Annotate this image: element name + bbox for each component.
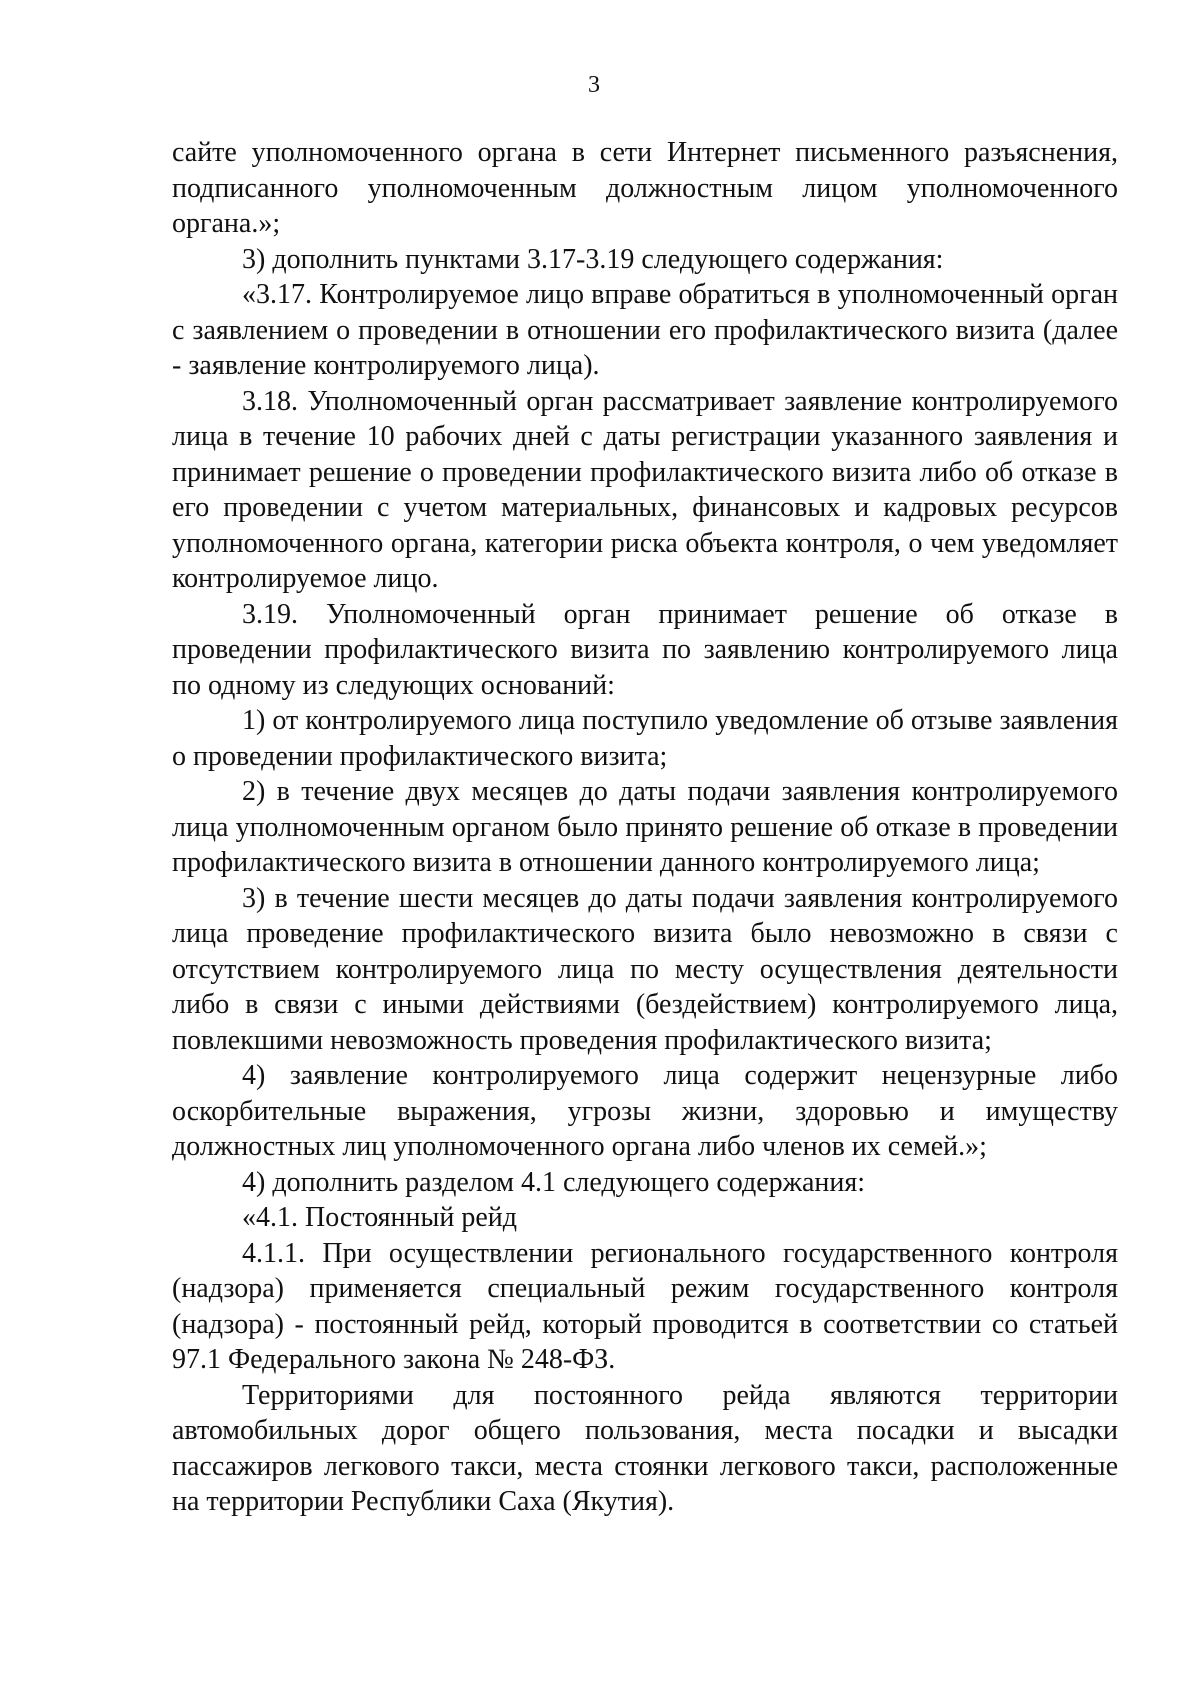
paragraph-3-19: 3.19. Уполномоченный орган принимает решение об отказе в проведении профилактического визита по заявлению контролируемого лица по одному из следующих оснований:: [172, 598, 1118, 701]
paragraph-3-18: 3.18. Уполномоченный орган рассматривает заявление контролируемого лица в течение 10 рабочих дней с даты регистрации указанного заявления и принимает решение о проведении профилактического визита либо об отказе в его проведении с учетом материальных, финансовых и кадровых ресурсов уполномоченного органа, категории риска объекта контроля, о чем уведомляет контролируемое лицо.: [172, 385, 1118, 594]
paragraph-3-19-item-2: 2) в течение двух месяцев до даты подачи заявления контролируемого лица уполномоченным органом было принято решение об отказе в проведении профилактического визита в отношении данного контролируемого лица;: [172, 776, 1118, 878]
paragraph-continuation: сайте уполномоченного органа в сети Интернет письменного разъяснения, подписанного уполномоченным должностным лицом уполномоченного органа.»;: [172, 137, 1118, 239]
paragraph-3-19-item-4: 4) заявление контролируемого лица содержит нецензурные либо оскорбительные выражения, угрозы жизни, здоровью и имуществу должностных лиц уполномоченного органа либо членов их семей.»;: [172, 1060, 1118, 1162]
paragraph-amendment-3: 3) дополнить пунктами 3.17-3.19 следующего содержания:: [242, 243, 944, 275]
section-heading-4-1: «4.1. Постоянный рейд: [242, 1202, 517, 1233]
page-number: 3: [588, 72, 600, 98]
paragraph-territories: Территориями для постоянного рейда являются территории автомобильных дорог общего пользования, места посадки и высадки пассажиров легкового такси, места стоянки легкового такси, расположенные на территории Республики Саха (Якутия).: [172, 1379, 1118, 1517]
document-body: [172, 135, 1118, 1520]
paragraph-3-19-item-3: 3) в течение шести месяцев до даты подачи заявления контролируемого лица проведение профилактического визита было невозможно в связи с отсутствием контролируемого лица по месту осуществления деятельности либо в связи с иными действиями (бездействием) контролируемого лица, повлекшими невозможность проведения профилактического визита;: [172, 882, 1118, 1056]
paragraph-3-17: «3.17. Контролируемое лицо вправе обратиться в уполномоченный орган с заявлением о проведении в отношении его профилактического визита (далее - заявление контролируемого лица).: [172, 279, 1118, 381]
paragraph-3-19-item-1: 1) от контролируемого лица поступило уведомление об отзыве заявления о проведении профилактического визита;: [172, 705, 1118, 772]
paragraph-amendment-4: 4) дополнить разделом 4.1 следующего содержания:: [242, 1166, 866, 1198]
paragraph-4-1-1: 4.1.1. При осуществлении регионального государственного контроля (надзора) применяется специальный режим государственного контроля (надзора) - постоянный рейд, который проводится в соответствии со статьей 97.1 Федерального закона № 248-ФЗ.: [172, 1237, 1118, 1375]
